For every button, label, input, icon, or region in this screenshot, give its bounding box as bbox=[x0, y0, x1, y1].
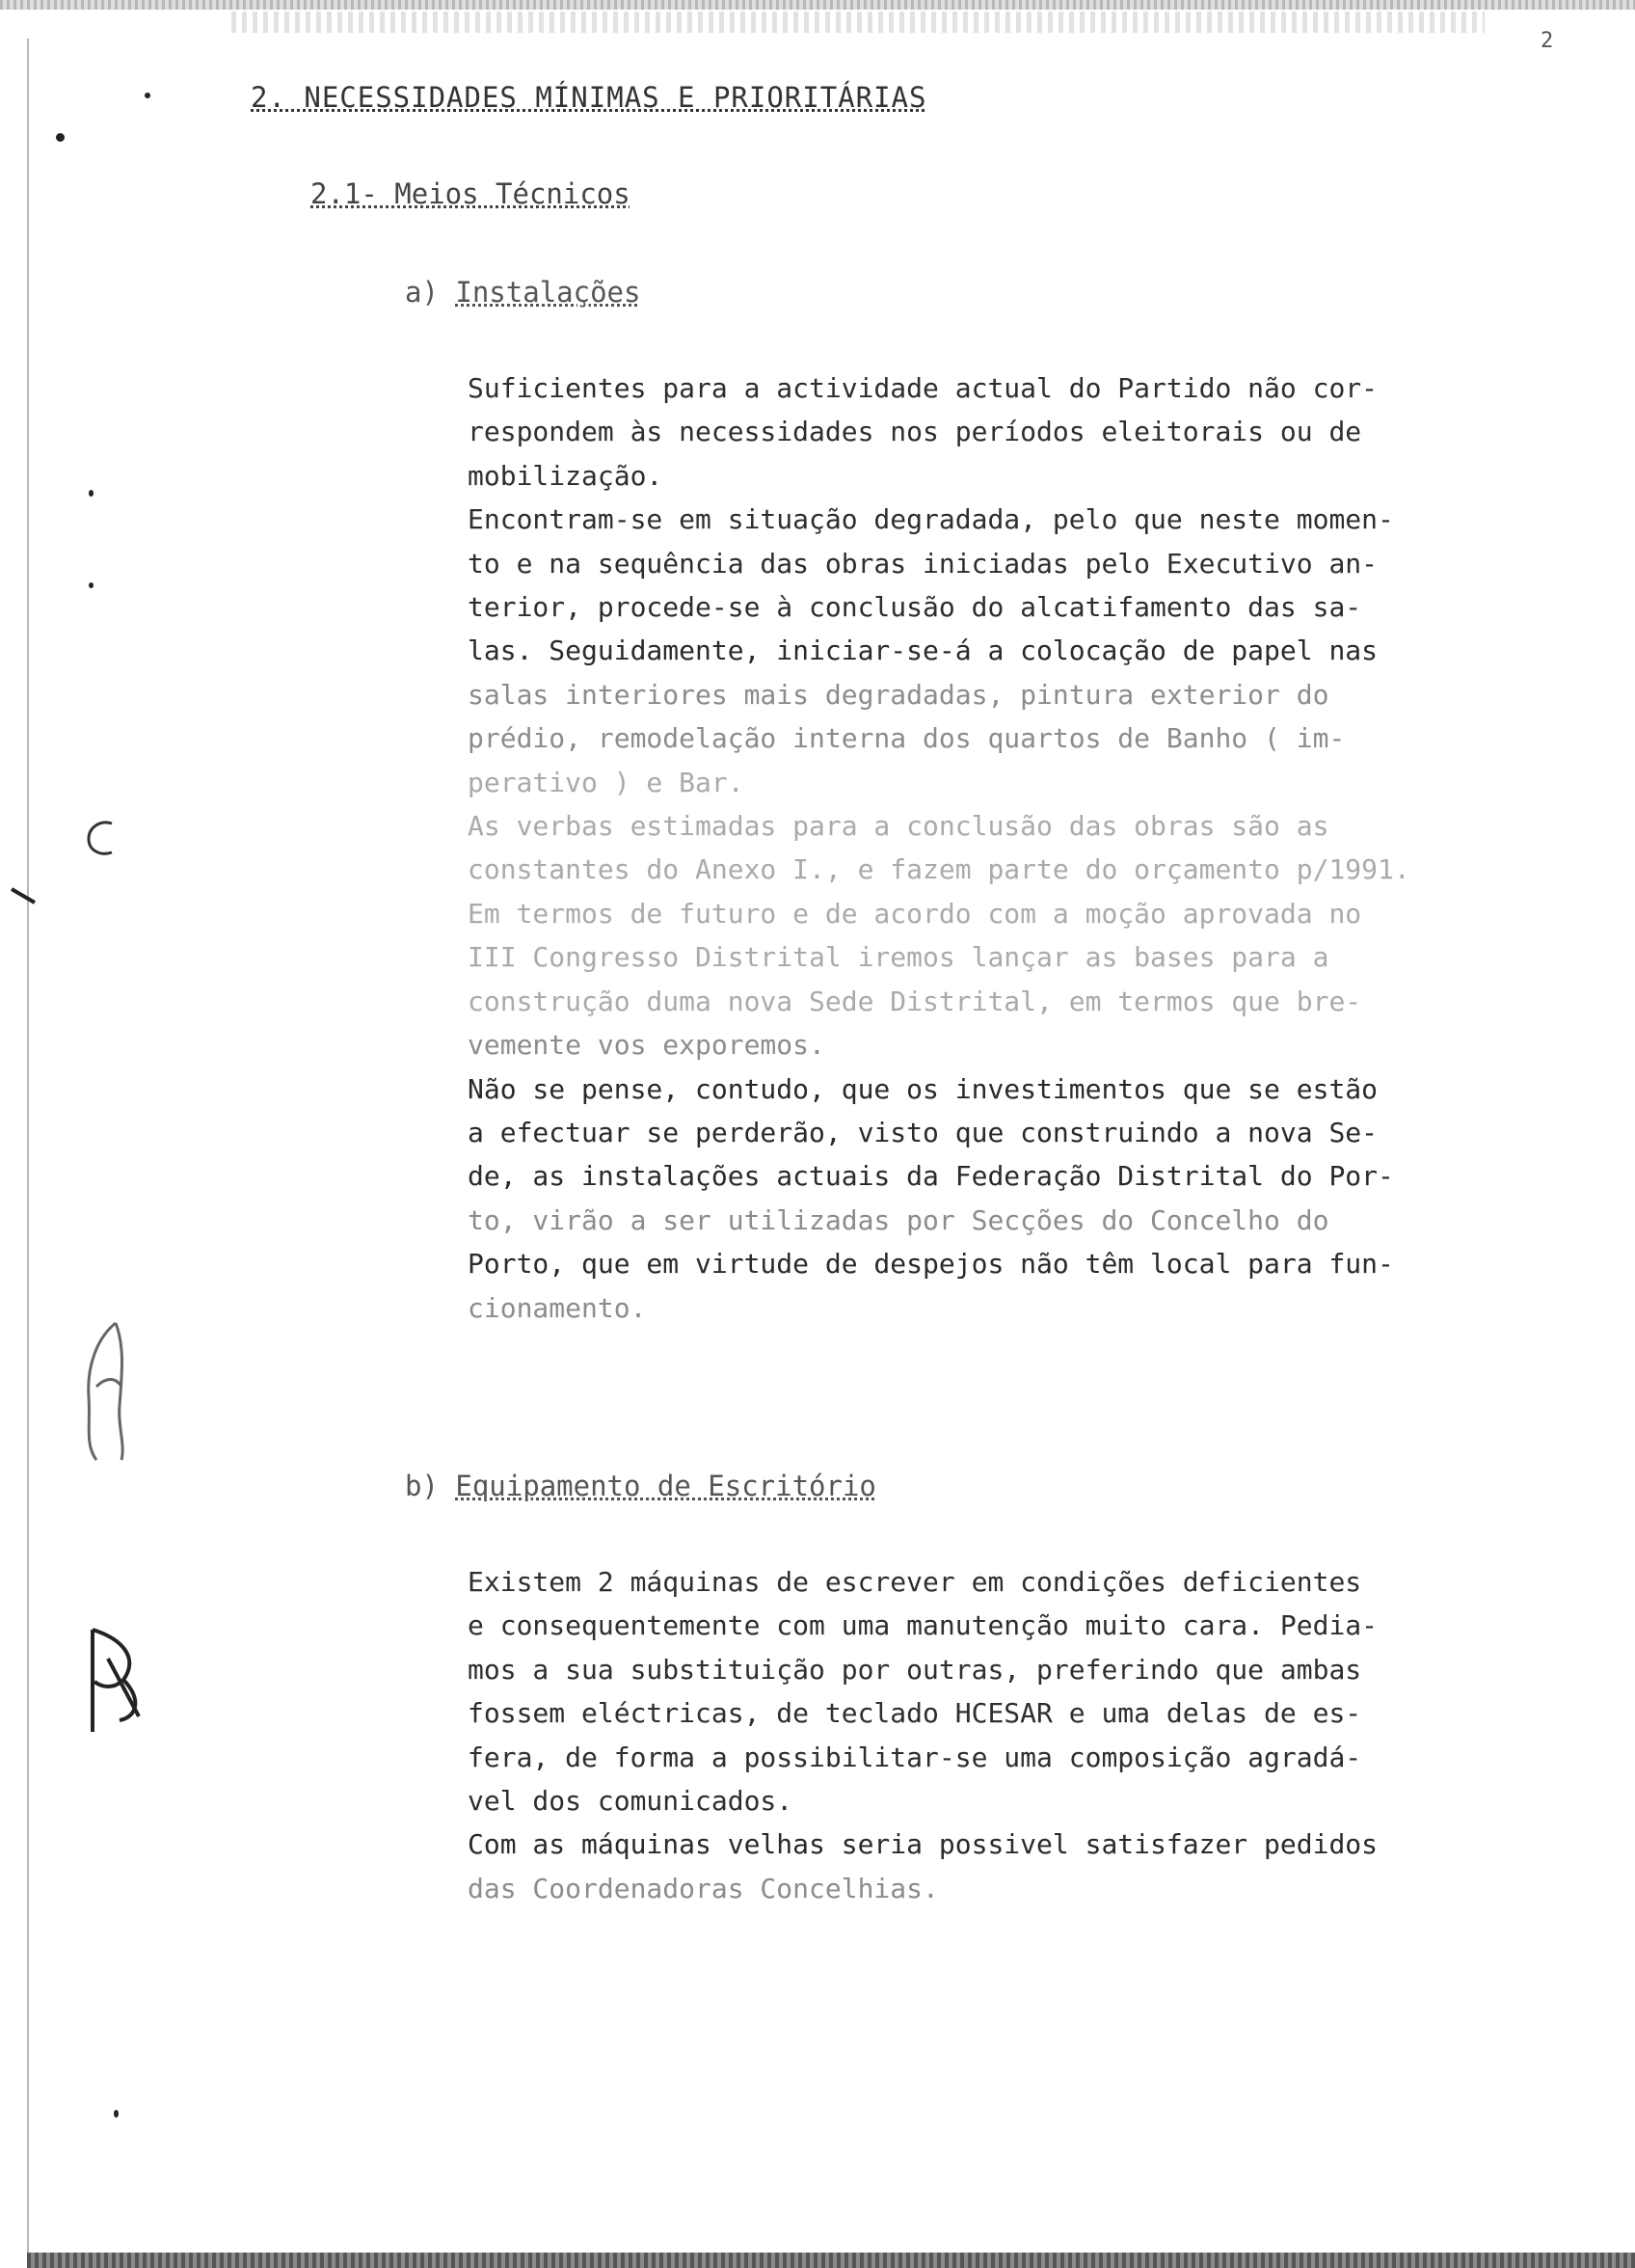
text-line: las. Seguidamente, iniciar-se-á a colocação de papel nas bbox=[468, 634, 1379, 667]
handwritten-initial-icon bbox=[85, 1620, 147, 1736]
text-line: vel dos comunicados. bbox=[468, 1785, 793, 1818]
text-line: As verbas estimadas para a conclusão das obras são as bbox=[468, 810, 1329, 843]
text-line: Suficientes para a actividade actual do Partido não cor- bbox=[468, 372, 1379, 404]
text-line: de, as instalações actuais da Federação Distrital do Por- bbox=[468, 1160, 1394, 1193]
text-line: a efectuar se perderão, visto que construindo a nova Se- bbox=[468, 1116, 1379, 1148]
text-line: Existem 2 máquinas de escrever em condições deficientes bbox=[468, 1566, 1362, 1598]
scan-top-edge bbox=[0, 0, 1635, 10]
section-b-body bbox=[468, 1560, 1586, 1910]
text-line: constantes do Anexo I., e fazem parte do orçamento p/1991. bbox=[468, 853, 1410, 886]
section-b-title: Equipamento de Escritório bbox=[455, 1470, 876, 1502]
text-line: III Congresso Distrital iremos lançar as bases para a bbox=[468, 941, 1329, 974]
text-line: Em termos de futuro e de acordo com a moção aprovada no bbox=[468, 897, 1362, 930]
ink-speck bbox=[56, 133, 65, 142]
text-line: e consequentemente com uma manutenção muito cara. Pedia- bbox=[468, 1609, 1379, 1642]
ink-speck bbox=[114, 2110, 119, 2118]
ink-speck bbox=[89, 490, 94, 497]
text-line: Com as máquinas velhas seria possivel satisfazer pedidos bbox=[468, 1828, 1379, 1861]
text-line: construção duma nova Sede Distrital, em termos que bre- bbox=[468, 985, 1362, 1017]
ink-speck bbox=[145, 93, 150, 98]
margin-notch-icon bbox=[10, 885, 39, 906]
text-line: das Coordenadoras Concelhias. bbox=[468, 1872, 939, 1904]
text-line: Não se pense, contudo, que os investimentos que se estão bbox=[468, 1072, 1379, 1105]
scan-left-edge bbox=[27, 39, 29, 2256]
text-line: prédio, remodelação interna dos quartos de Banho ( im- bbox=[468, 722, 1346, 755]
text-line: fossem eléctricas, de teclado HCESAR e uma delas de es- bbox=[468, 1697, 1362, 1730]
ink-speck bbox=[89, 582, 94, 588]
text-line: perativo ) e Bar. bbox=[468, 766, 744, 798]
text-line: cionamento. bbox=[468, 1291, 647, 1324]
text-line: to, virão a ser utilizadas por Secções do Concelho do bbox=[468, 1203, 1329, 1236]
section-b-heading bbox=[405, 1470, 876, 1502]
section-b-marker: b) bbox=[405, 1470, 439, 1502]
text-line: Encontram-se em situação degradada, pelo que neste momen- bbox=[468, 503, 1394, 536]
scan-top-smudge bbox=[231, 12, 1485, 33]
text-line: to e na sequência das obras iniciadas pelo Executivo an- bbox=[468, 547, 1379, 580]
text-line: terior, procede-se à conclusão do alcatifamento das sa- bbox=[468, 591, 1362, 624]
section-a-heading bbox=[405, 276, 640, 309]
text-line: salas interiores mais degradadas, pintura exterior do bbox=[468, 678, 1329, 711]
text-line: Porto, que em virtude de despejos não têm local para fun- bbox=[468, 1248, 1394, 1281]
text-line: vemente vos exporemos. bbox=[468, 1029, 825, 1062]
text-line: mobilização. bbox=[468, 459, 663, 492]
text-line: fera, de forma a possibilitar-se uma composição agradá- bbox=[468, 1741, 1362, 1773]
section-a-marker: a) bbox=[405, 276, 439, 309]
scan-bottom-edge bbox=[27, 2253, 1635, 2268]
section-a-body bbox=[468, 366, 1586, 1330]
text-line: respondem às necessidades nos períodos eleitorais ou de bbox=[468, 416, 1362, 448]
page-number: 2 bbox=[1541, 29, 1554, 53]
margin-scribble-icon bbox=[77, 1319, 145, 1464]
document-heading: 2. NECESSIDADES MÍNIMAS E PRIORITÁRIAS bbox=[251, 81, 927, 114]
punch-hole-icon bbox=[83, 818, 121, 860]
subsection-heading: 2.1- Meios Técnicos bbox=[310, 177, 630, 210]
section-a-title: Instalações bbox=[455, 276, 641, 309]
text-line: mos a sua substituição por outras, preferindo que ambas bbox=[468, 1653, 1362, 1686]
